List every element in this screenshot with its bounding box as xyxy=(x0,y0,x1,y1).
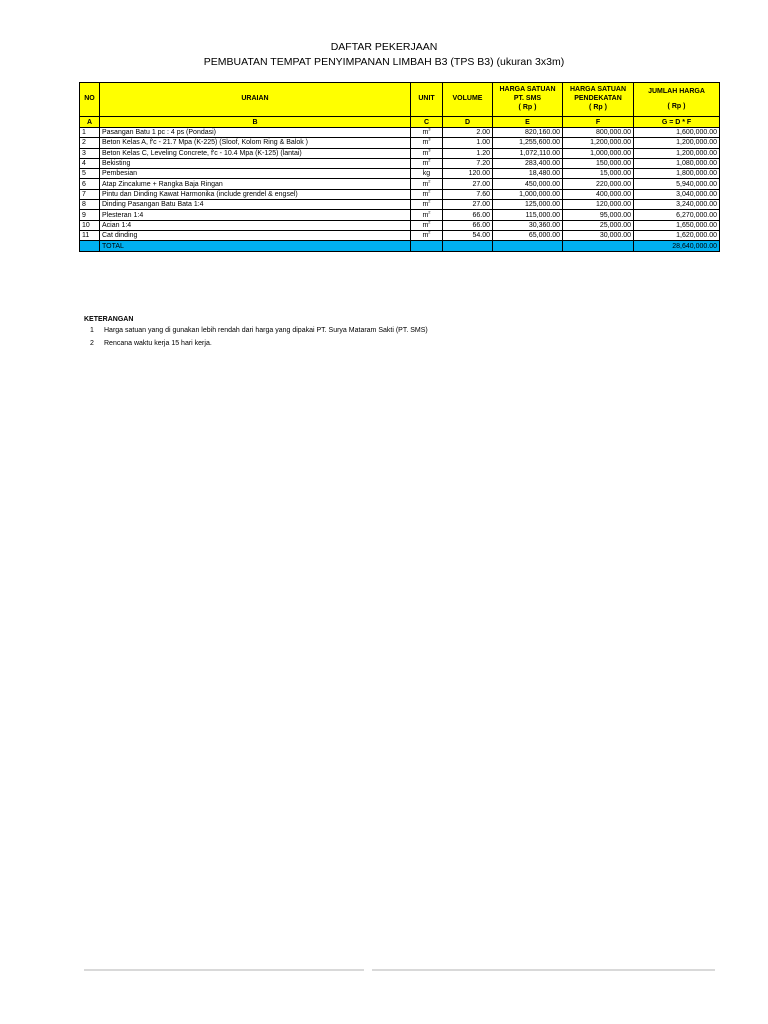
row-volume: 7.20 xyxy=(443,158,493,168)
header-harga-pendekatan xyxy=(563,83,634,117)
code-cell: B xyxy=(100,117,411,128)
row-unit: $m^2$ xyxy=(411,158,443,168)
row-harga-sms: 1,000,000.00 xyxy=(493,189,563,199)
row-no: 2 xyxy=(80,138,100,148)
keterangan-item xyxy=(90,327,428,334)
total-value: 28,640,000.00 xyxy=(634,241,720,252)
row-harga-sms: 283,400.00 xyxy=(493,158,563,168)
row-unit: $m^2$ xyxy=(411,200,443,210)
row-uraian: Pasangan Batu 1 pc : 4 ps (Pondasi) xyxy=(100,128,411,138)
code-cell: E xyxy=(493,117,563,128)
code-row xyxy=(80,117,720,128)
row-no: 9 xyxy=(80,210,100,220)
row-uraian: Cat dinding xyxy=(100,230,411,240)
table-row xyxy=(80,148,720,158)
header-harga-pendekatan-rp: ( Rp ) xyxy=(589,103,607,111)
row-harga-sms: 65,000.00 xyxy=(493,230,563,240)
header-harga-sms xyxy=(493,83,563,117)
row-uraian: Plesteran 1:4 xyxy=(100,210,411,220)
row-harga-sms: 125,000.00 xyxy=(493,200,563,210)
table-row xyxy=(80,210,720,220)
row-harga-sms: 115,000.00 xyxy=(493,210,563,220)
row-volume: 66.00 xyxy=(443,220,493,230)
header-jumlah xyxy=(634,83,720,117)
row-jumlah: 5,940,000.00 xyxy=(634,179,720,189)
row-jumlah: 3,040,000.00 xyxy=(634,189,720,199)
row-uraian: Beton Kelas C, Leveling Concrete, f'c - 10.4 Mpa (K-125) (lantai) xyxy=(100,148,411,158)
row-harga-pendekatan: 15,000.00 xyxy=(563,169,634,179)
row-jumlah: 1,200,000.00 xyxy=(634,138,720,148)
row-uraian: Pintu dan Dinding Kawat Harmonika (include grendel & engsel) xyxy=(100,189,411,199)
header-volume: VOLUME xyxy=(443,83,493,117)
row-uraian: Pembesian xyxy=(100,169,411,179)
row-volume: 1.20 xyxy=(443,148,493,158)
code-cell: F xyxy=(563,117,634,128)
total-label: TOTAL xyxy=(100,241,411,252)
work-items-table xyxy=(79,82,720,252)
row-harga-sms: 1,072,110.00 xyxy=(493,148,563,158)
header-row xyxy=(80,83,720,117)
row-harga-sms: 450,000.00 xyxy=(493,179,563,189)
header-no: NO xyxy=(80,83,100,117)
document-title: DAFTAR PEKERJAAN xyxy=(330,41,438,53)
row-no: 5 xyxy=(80,169,100,179)
total-row xyxy=(80,241,720,252)
row-volume: 66.00 xyxy=(443,210,493,220)
row-jumlah: 1,620,000.00 xyxy=(634,230,720,240)
row-jumlah: 3,240,000.00 xyxy=(634,200,720,210)
row-harga-pendekatan: 400,000.00 xyxy=(563,189,634,199)
table-row xyxy=(80,230,720,240)
row-harga-pendekatan: 120,000.00 xyxy=(563,200,634,210)
row-harga-sms: 1,255,600.00 xyxy=(493,138,563,148)
row-jumlah: 1,200,000.00 xyxy=(634,148,720,158)
row-harga-pendekatan: 25,000.00 xyxy=(563,220,634,230)
row-unit: $m^2$ xyxy=(411,210,443,220)
row-no: 11 xyxy=(80,230,100,240)
header-unit: UNIT xyxy=(411,83,443,117)
row-no: 8 xyxy=(80,200,100,210)
row-uraian: Acian 1:4 xyxy=(100,220,411,230)
code-cell: G = D * F xyxy=(634,117,720,128)
row-volume: 2.00 xyxy=(443,128,493,138)
row-unit: $m^3$ xyxy=(411,138,443,148)
row-uraian: Beton Kelas A, f'c - 21.7 Mpa (K-225) (Sloof, Kolom Ring & Balok ) xyxy=(100,138,411,148)
footer-divider xyxy=(84,969,364,971)
row-harga-sms: 30,360.00 xyxy=(493,220,563,230)
row-harga-pendekatan: 1,000,000.00 xyxy=(563,148,634,158)
row-harga-pendekatan: 800,000.00 xyxy=(563,128,634,138)
header-uraian: URAIAN xyxy=(100,83,411,117)
table-row xyxy=(80,169,720,179)
row-no: 10 xyxy=(80,220,100,230)
row-volume: 54.00 xyxy=(443,230,493,240)
document-subtitle: PEMBUATAN TEMPAT PENYIMPANAN LIMBAH B3 (TPS B3) (ukuran 3x3m) xyxy=(203,56,565,68)
row-no: 1 xyxy=(80,128,100,138)
header-jumlah-rp: ( Rp ) xyxy=(667,102,686,110)
row-no: 3 xyxy=(80,148,100,158)
row-unit: kg xyxy=(411,169,443,179)
row-uraian: Bekisting xyxy=(100,158,411,168)
row-harga-pendekatan: 30,000.00 xyxy=(563,230,634,240)
table-row xyxy=(80,138,720,148)
table-row xyxy=(80,179,720,189)
row-unit: $m^2$ xyxy=(411,220,443,230)
row-unit: $m^3$ xyxy=(411,148,443,158)
row-jumlah: 1,650,000.00 xyxy=(634,220,720,230)
row-harga-pendekatan: 220,000.00 xyxy=(563,179,634,189)
keterangan-text: Harga satuan yang di gunakan lebih rendah dari harga yang dipakai PT. Surya Mataram Sakti (PT. SMS) xyxy=(104,327,428,334)
keterangan-number: 2 xyxy=(90,340,94,347)
header-jumlah-label: JUMLAH HARGA xyxy=(648,87,705,95)
header-harga-pendekatan-label: HARGA SATUAN PENDEKATAN xyxy=(570,86,626,103)
header-harga-sms-label: HARGA SATUAN PT. SMS xyxy=(499,86,556,103)
row-harga-pendekatan: 95,000.00 xyxy=(563,210,634,220)
row-jumlah: 1,800,000.00 xyxy=(634,169,720,179)
row-volume: 27.00 xyxy=(443,200,493,210)
footer-divider xyxy=(372,969,715,971)
row-volume: 7.60 xyxy=(443,189,493,199)
code-cell: C xyxy=(411,117,443,128)
table-row xyxy=(80,128,720,138)
row-no: 4 xyxy=(80,158,100,168)
header-harga-sms-rp: ( Rp ) xyxy=(518,103,537,111)
row-no: 7 xyxy=(80,189,100,199)
row-jumlah: 6,270,000.00 xyxy=(634,210,720,220)
row-unit: $m^2$ xyxy=(411,179,443,189)
row-harga-pendekatan: 1,200,000.00 xyxy=(563,138,634,148)
row-no: 6 xyxy=(80,179,100,189)
keterangan-number: 1 xyxy=(90,327,94,334)
table-row xyxy=(80,158,720,168)
row-uraian: Atap Zincalume + Rangka Baja Ringan xyxy=(100,179,411,189)
row-unit: $m^2$ xyxy=(411,230,443,240)
row-jumlah: 1,600,000.00 xyxy=(634,128,720,138)
row-jumlah: 1,080,000.00 xyxy=(634,158,720,168)
row-harga-sms: 820,160.00 xyxy=(493,128,563,138)
row-volume: 27.00 xyxy=(443,179,493,189)
row-volume: 1.00 xyxy=(443,138,493,148)
code-cell: D xyxy=(443,117,493,128)
code-cell: A xyxy=(80,117,100,128)
row-volume: 120.00 xyxy=(443,169,493,179)
row-unit: $m^2$ xyxy=(411,189,443,199)
table-row xyxy=(80,189,720,199)
row-harga-sms: 18,480.00 xyxy=(493,169,563,179)
keterangan-title: KETERANGAN xyxy=(84,316,134,323)
row-unit: $m^3$ xyxy=(411,128,443,138)
table-row xyxy=(80,200,720,210)
row-harga-pendekatan: 150,000.00 xyxy=(563,158,634,168)
row-uraian: Dinding Pasangan Batu Bata 1:4 xyxy=(100,200,411,210)
keterangan-text: Rencana waktu kerja 15 hari kerja. xyxy=(104,340,212,347)
table-row xyxy=(80,220,720,230)
keterangan-item xyxy=(90,340,212,347)
